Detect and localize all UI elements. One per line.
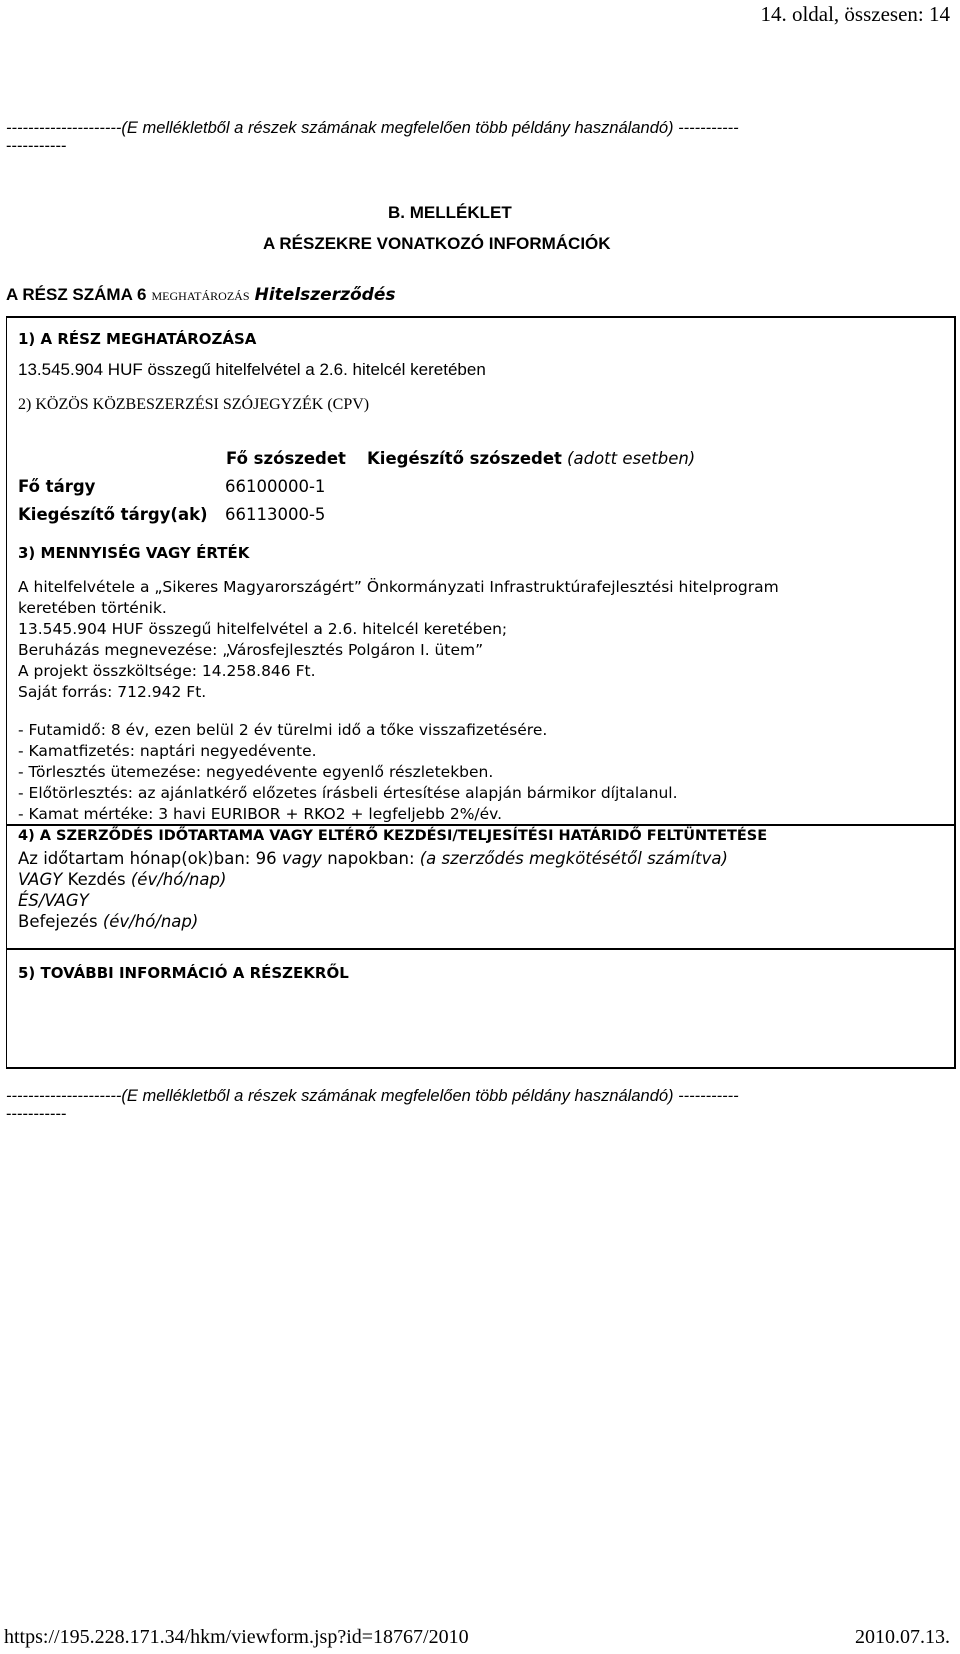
section3-bullet-1: - Futamidő: 8 év, ezen belül 2 év türelmi idő a tőke visszafizetésére. xyxy=(18,721,548,739)
section3-line-1: A hitelfelvétele a „Sikeres Magyarországért” Önkormányzati Infrastruktúrafejlesztési hitelprogram xyxy=(18,578,779,596)
footer-date: 2010.07.13. xyxy=(855,1626,950,1648)
section4-duration-line xyxy=(18,849,728,868)
section4-end-line xyxy=(18,912,198,931)
section4-divider xyxy=(6,824,956,826)
separator-bottom-line2: ----------- xyxy=(6,1105,67,1123)
separator-bottom-line1: ---------------------(E mellékletből a részek számának megfelelően több példány használandó) ----------- xyxy=(6,1087,739,1105)
annex-title: B. MELLÉKLET xyxy=(388,203,512,222)
part-number-label: A RÉSZ SZÁMA 6 xyxy=(6,285,147,304)
end-note: (év/hó/nap) xyxy=(102,912,199,931)
cpv-row-supp-label: Kiegészítő tárgy(ak) xyxy=(18,505,208,524)
duration-note: (a szerződés megkötésétől számítva) xyxy=(419,849,728,868)
cpv-row-supp-code: 66113000-5 xyxy=(225,505,326,524)
section4-es-vagy: ÉS/VAGY xyxy=(18,891,89,910)
section3-bullet-2: - Kamatfizetés: naptári negyedévente. xyxy=(18,742,317,760)
section1-text: 13.545.904 HUF összegű hitelfelvétel a 2.6. hitelcél keretében xyxy=(18,360,486,379)
part-definition-label: MEGHATÁROZÁS xyxy=(151,289,250,303)
part-line xyxy=(6,285,395,305)
end-label: Befejezés xyxy=(18,912,98,931)
section3-bullet-3: - Törlesztés ütemezése: negyedévente egyenlő részletekben. xyxy=(18,763,494,781)
section3-line-3: 13.545.904 HUF összegű hitelfelvétel a 2.6. hitelcél keretében; xyxy=(18,620,508,638)
duration-vagy: vagy xyxy=(281,849,322,868)
cpv-row-main-code: 66100000-1 xyxy=(225,477,326,496)
duration-days: napokban: xyxy=(327,849,415,868)
section5-heading: 5) TOVÁBBI INFORMÁCIÓ A RÉSZEKRŐL xyxy=(18,964,349,982)
section3-line-2: keretében történik. xyxy=(18,599,167,617)
duration-months: Az időtartam hónap(ok)ban: 96 xyxy=(18,849,277,868)
section3-line-4: Beruházás megnevezése: „Városfejlesztés Polgáron I. ütem” xyxy=(18,641,484,659)
section4-heading: 4) A SZERZŐDÉS IDŐTARTAMA VAGY ELTÉRŐ KEZDÉSI/TELJESÍTÉSI HATÁRIDŐ FELTÜNTETÉSE xyxy=(18,828,768,844)
separator-top-line1: ---------------------(E mellékletből a részek számának megfelelően több példány használandó) ----------- xyxy=(6,119,739,137)
section1-heading: 1) A RÉSZ MEGHATÁROZÁSA xyxy=(18,330,257,348)
cpv-col-supp-label: Kiegészítő szószedet xyxy=(367,449,562,468)
cpv-col-supplementary xyxy=(367,449,695,468)
section3-line-6: Saját forrás: 712.942 Ft. xyxy=(18,683,207,701)
start-vagy: VAGY xyxy=(18,870,63,889)
annex-subtitle: A RÉSZEKRE VONATKOZÓ INFORMÁCIÓK xyxy=(263,234,611,253)
section3-heading: 3) MENNYISÉG VAGY ÉRTÉK xyxy=(18,544,250,562)
part-name: Hitelszerződés xyxy=(254,285,396,305)
start-label: Kezdés xyxy=(67,870,126,889)
section5-divider xyxy=(6,948,956,950)
cpv-row-main-label: Fő tárgy xyxy=(18,477,96,496)
page-counter: 14. oldal, összesen: 14 xyxy=(760,2,950,26)
section3-bullet-5: - Kamat mértéke: 3 havi EURIBOR + RKO2 + legfeljebb 2%/év. xyxy=(18,805,503,823)
section4-start-line xyxy=(18,870,226,889)
separator-top-line2: ----------- xyxy=(6,137,67,155)
footer-url: https://195.228.171.34/hkm/viewform.jsp?id=18767/2010 xyxy=(4,1626,469,1648)
section3-line-5: A projekt összköltsége: 14.258.846 Ft. xyxy=(18,662,316,680)
cpv-col-main: Fő szószedet xyxy=(226,449,346,468)
section3-bullet-4: - Előtörlesztés: az ajánlatkérő előzetes írásbeli értesítése alapján bármikor díjtalanul. xyxy=(18,784,678,802)
section2-heading: 2) KÖZÖS KÖZBESZERZÉSI SZÓJEGYZÉK (CPV) xyxy=(18,396,370,413)
cpv-col-supp-note: (adott esetben) xyxy=(567,449,696,468)
start-note: (év/hó/nap) xyxy=(130,870,227,889)
